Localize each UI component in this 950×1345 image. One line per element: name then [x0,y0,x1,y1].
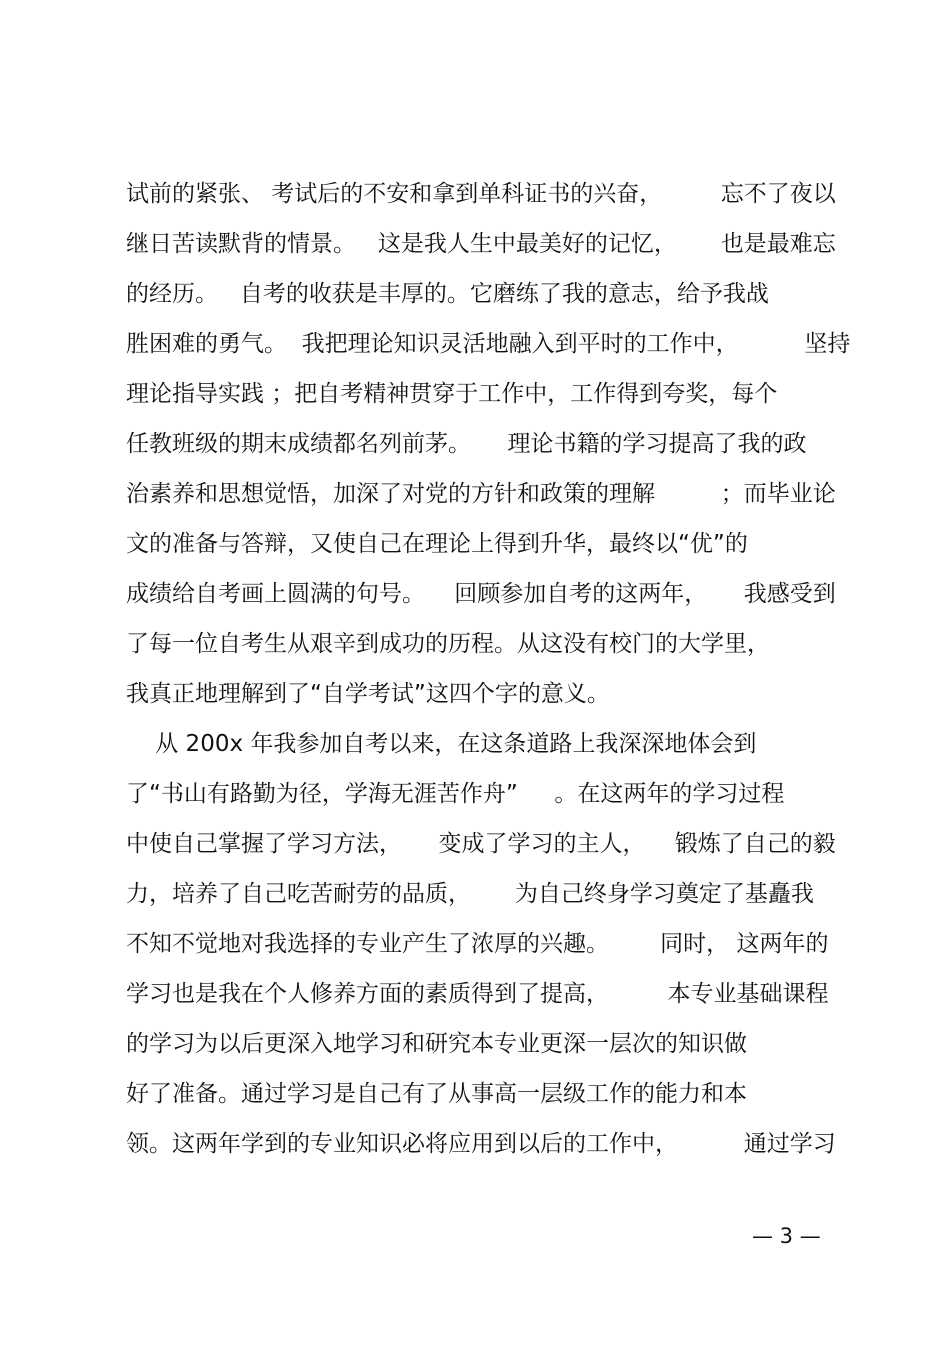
text-line: 不知不觉地对我选择的专业产生了浓厚的兴趣。 同时， 这两年的 [126,931,829,957]
text-line: 胜困难的勇气。 我把理论知识灵活地融入到平时的工作中， 坚持 [126,331,851,357]
text-line: 治素养和思想觉悟，加深了对党的方针和政策的理解 ；而毕业论 [126,481,836,507]
text-line: 好了准备。通过学习是自己有了从事高一层级工作的能力和本 [126,1081,747,1107]
text-line: 中使自己掌握了学习方法， 变成了学习的主人， 锻炼了自己的毅 [126,831,836,857]
text-line: 继日苦读默背的情景。 这是我人生中最美好的记忆， 也是最难忘 [126,231,836,257]
text-line: 领。这两年学到的专业知识必将应用到以后的工作中， 通过学习 [126,1131,836,1157]
text-line: 从 200x 年我参加自考以来，在这条道路上我深深地体会到 [126,731,757,757]
page-number: — 3 — [752,1224,821,1248]
text-line: 试前的紧张、 考试后的不安和拿到单科证书的兴奋， 忘不了夜以 [126,181,836,207]
text-line: 成绩给自考画上圆满的句号。 回顾参加自考的这两年， 我感受到 [126,581,836,607]
text-line: 的经历。 自考的收获是丰厚的。它磨练了我的意志，给予我战 [126,281,769,307]
text-line: 学习也是我在个人修养方面的素质得到了提高， 本专业基础课程 [126,981,829,1007]
text-line: 力，培养了自己吃苦耐劳的品质， 为自己终身学习奠定了基矗我 [126,881,814,907]
text-line: 文的准备与答辩，又使自己在理论上得到升华，最终以“优”的 [126,531,748,557]
text-line: 理论指导实践 ；把自考精神贯穿于工作中，工作得到夸奖，每个 [126,381,778,407]
text-line: 的学习为以后更深入地学习和研究本专业更深一层次的知识做 [126,1031,747,1057]
text-line: 我真正地理解到了“自学考试”这四个字的意义。 [126,681,610,707]
text-line: 任教班级的期末成绩都名列前茅。 理论书籍的学习提高了我的政 [126,431,807,457]
text-line: 了“书山有路勤为径，学海无涯苦作舟” 。在这两年的学习过程 [126,781,785,807]
text-line: 了每一位自考生从艰辛到成功的历程。从这没有校门的大学里， [126,631,770,657]
